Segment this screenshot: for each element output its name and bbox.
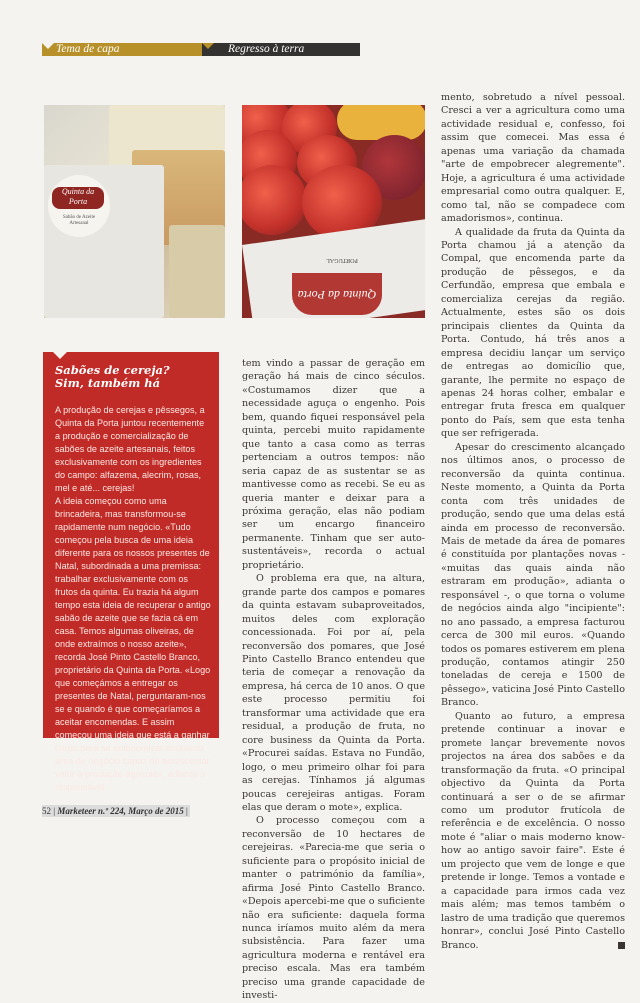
article-paragraph: Apesar do crescimento alcançado nos últimos anos, o processo de reconversão da quinta continua. Neste momento, a Quinta da Porta conta com três unidades de produção, sendo que uma delas está ainda em processo de reconversão. Mais de metade da área de pomares é constituída por plantações novas - «muitas das quais ainda não estraram em produção», adianta o responsável -, o que torna o volume de negócios ainda algo "incipiente": no ano passado, a empresa facturou cerca de 300 mil euros. «Quando todos os pomares estiverem em plena produção, contamos atingir 250 toneladas de cereja e 1500 de pêssego», vaticina José Pinto Castello Branco. — [441, 441, 625, 709]
article-paragraph: O problema era que, na altura, grande parte dos campos e pomares da quinta estavam subaproveitados, muitos deles com exploração concessionada. Foi por aí, pela reconversão dos pomares, que José Pinto Castello Branco entendeu que teria de começar a renovação da empresa, há cerca de 10 anos. O que este processo permitiu foi transformar uma actividade que era residual, a produção de fruta, no core business da Quinta da Porta. «Procurei saídas. Estava no Fundão, logo, o meu primeiro olhar foi para as cerejas. Tínhamos já algumas poucas cerejeiras antigas. Foram elas que deram o mote», explica. — [242, 573, 425, 813]
peach-label-brand: Quinta da Porta — [292, 273, 382, 315]
sidebar-paragraph: A produção de cerejas e pêssegos, a Quinta da Porta juntou recentemente a produção e comercialização de sabões de azeite artesanais, feitos exclusivamente com os ingredientes do campo: alfazema, alecrim, rosas, mel e até... cerejas! — [55, 405, 205, 493]
topic-label: Regresso à terra — [228, 43, 305, 55]
section-label: Tema de capa — [56, 43, 120, 55]
article-paragraph: mento, sobretudo a nível pessoal. Cresci a ver a agricultura como uma actividade residual e, confesso, foi assim que comecei. Mas essa é apenas uma variação da chamada "arte de empobrecer alegremente". Hoje, a agricultura é uma actividade empresarial como outra qualquer. E, como tal, não se compadece com amadorismos», continua. — [441, 92, 625, 225]
soap-label-sub: Sabão de Azeite Artesanal — [62, 215, 96, 226]
article-column-right — [441, 91, 625, 952]
article-column-middle — [242, 357, 425, 1003]
article-paragraph — [441, 710, 625, 952]
page-number: 52 — [42, 806, 51, 816]
topic-tag — [202, 43, 360, 56]
sidebar-title — [55, 364, 211, 390]
sidebar-title-line2: Sim, também há — [55, 376, 161, 390]
peach-photo — [242, 105, 425, 318]
soap-photo — [44, 105, 225, 318]
article-paragraph: A qualidade da fruta da Quinta da Porta chamou já a atenção da Compal, que encomenda parte da produção de pêssegos, e da Cerfundão, empresa que embala e comercializa cerejas da região. Actualmente, estes são os dois principais clientes da Quinta da Porta. Contudo, há três anos a empresa decidiu lançar um serviço de entregas ao domicílio que, garante, lhe permite no espaço de apenas 24 horas colher, embalar e entregar fruta fresca em qualquer ponto do País, sem que esta tenha que ser refrigerada. — [441, 226, 625, 440]
article-paragraph: tem vindo a passar de geração em geração há mais de cinco séculos. «Costumamos dizer que a necessidade aguça o engenho. Pois bem, quando fiquei responsável pela quinta, percebi muito rapidamente que tanto a casa como as terras pertenciam a outros tempos: não seria capaz de as sustentar se as mantivesse como as recebi. Se eu as queria manter e deixar para a próxima geração, elas não podiam ser um encargo financeiro permanente. Tinham que ser auto-sustentáveis», recorda o actual proprietário. — [242, 358, 425, 571]
section-tag — [42, 43, 202, 56]
end-of-article-icon — [618, 942, 625, 949]
page-footer: 52 | Marketeer n.º 224, Março de 2015 | — [42, 805, 190, 817]
sidebar-title-line1: Sabões de cereja? — [55, 363, 170, 377]
peach-label-sub: PORTUGAL — [326, 257, 358, 263]
sidebar-box — [43, 352, 219, 792]
magazine-issue: Marketeer n.º 224, Março de 2015 — [57, 806, 184, 816]
article-paragraph: O processo começou com a reconversão de 10 hectares de cerejeiras. «Parecia-me que seria o suficiente para o propósito inicial de manter o património da família», afirma José Pinto Castello Branco. «Depois apercebi-me que o suficiente não era suficiente: daquela forma nunca iríamos muito além da mera subsistência. Para fazer uma agricultura moderna e rentável era preciso escala. Mas era também preciso uma grande capacidade de investi- — [242, 815, 425, 1002]
soap-label-brand: Quinta da Porta — [52, 187, 104, 209]
article-paragraph-text: Quanto ao futuro, a empresa pretende continuar a inovar e promete lançar brevemente novos projectos na área dos sabões e da transformação da fruta. «O principal objectivo da Quinta da Porta continuará a ser o de se afirmar como um produtor frutícola de referência e de excelência. O nosso mote é "aliar o mais moderno know-how ao antigo savoir faire". Este é um projecto que vem de longe e que pretende ir longe. Temos a vontade e a capacidade para irmos cada vez mais além; mas temos também o lastro de uma tradição que queremos honrar», conclui José Pinto Castello Branco. — [441, 710, 625, 951]
sidebar-paragraph: A ideia começou como uma brincadeira, mas transformou-se rapidamente num negócio. «Tudo começou pela busca de uma ideia diferente para os nossos presentes de Natal, subordinada a uma premissa: trabalhar exclusivamente com os frutos da quinta. Eu trazia há algum tempo esta ideia de recuperar o antigo sabão de azeite que se fazia cá em casa. Temos algumas oliveiras, de onde extraímos o nosso azeite», recorda José Pinto Castello Branco, proprietário da Quinta da Porta. «Logo que começámos a entregar os presentes de Natal, perguntaram-nos se e quando é que começaríamos a aceitar encomendas. E assim começou uma ideia que está a ganhar corpo para se autonomizar enquanto área de negócio capaz de acrescentar valor à produção agrícola», adianta o responsável. — [55, 496, 211, 792]
